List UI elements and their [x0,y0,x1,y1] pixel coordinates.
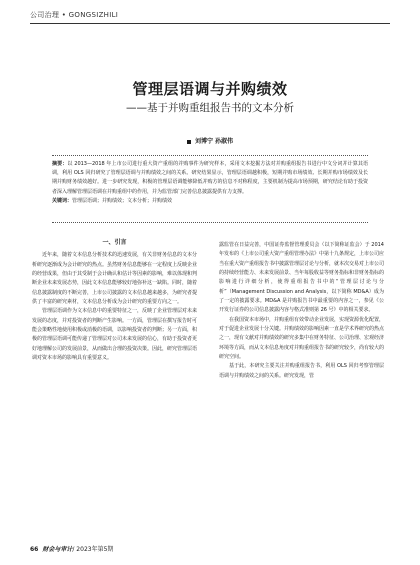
author-line [0,136,420,145]
abstract-label: 摘要： [52,161,68,167]
magazine-name: 财会与审计 [42,546,73,553]
body-paragraph: 露监管在日益完善，中国证券监督管理委员会（以下简称证监会）于 2014 年发布的《上市公司重大资产重组管理办法》中第十九条规定，上市公司应当在重大资产重组报告书中披露管理层讨论与分析，就本次交易对上市公司的持续经营能力、未来发展前景、当年每股收益等财务指标和非财务指标的影响进行详细分析，使得重组报告书中的“管理层讨论与分析”（Management Discussion and Analysis，以下简称 MD&A）成为了一定的披露要求。MD&A 是并购报告书中最重要的内容之一，参见《公开发行证券的公司信息披露内容与格式准则第 26 号》中的相关要求。 [219,242,385,314]
issue-info: / 2023年第5期 [72,546,114,553]
abstract [52,160,368,197]
body-paragraph: 管理层语调作为文本信息中的重要特征之一，反映了企业管理层对未来发展的态度，并对投资者的判断产生影响。一方面，管理层在撰写报告时可能会策略性地使用积极或消极的语调，以影响投资者的判断；另一方面，积极的管理层语调可能传递了管理层对公司未来发展的信心，有助于投资者更好地理解公司的发展前景，从而做出合理的投资决策。因此，研究管理层语调对资本市场的影响具有重要意义。 [32,308,198,362]
article-subtitle: ——基于并购重组报告书的文本分析 [126,102,294,114]
page-number: 66 [30,546,39,553]
running-header: 公司治理 • GONGSIZHILI [30,11,119,19]
body-column-left [32,238,197,363]
section-heading: 一、引言 [102,239,127,246]
page-footer [30,544,113,553]
body-paragraph: 基于此，本研究主要关注并购重组报告书，利用 OLS 回归考察管理层语调与并购绩效之间的关系。研究发现，管 [219,363,384,379]
keywords-label: 关键词： [52,197,73,204]
abstract-text: 以 2013—2018 年上市公司进行重大资产重组的并购事件为研究样本，采用文本挖掘方法对并购重组报告书进行中文分词并计算其语调，利用 OLS 回归研究了管理层语调与并购绩效之间的关系。研究结果显示，管理层语调越积极，短期并购市场绩效、长期并购市场绩效及长期并购财务绩效越好。进一步研究发现，积极的管理层语调能够降低并购方的信息不对称程度，主要机制为提高市场预期，研究结论有助于投资者深入理解管理层语调在并购重组中的作用，并为监管部门完善信息披露提供有力支撑。 [52,161,368,195]
header-divider [30,23,390,24]
authors: 刘博宁 孙淑伟 [194,138,234,145]
body-paragraph: 近年来，随着文本信息分析技术的迅速发展，有关非财务信息的文本分析研究逐渐成为会计研究的热点。虽然财务信息能够在一定程度上反映企业的经营成果，但由于其受制于会计确认和估计等因素的影响，难以体现和判断企业未来发展态势，因此文本信息能够较好地弥补这一缺陷。同时，随着信息披露制度的不断完善，上市公司披露的文本信息越来越多，为研究者提供了丰富的研究素材，文本信息分析成为会计研究的重要方向之一。 [32,252,198,306]
keywords [52,197,368,206]
square-bullet-icon [187,140,191,144]
article-title: 管理层语调与并购绩效 [132,80,288,98]
body-paragraph: 在我国资本市场中，并购重组有效带动企业发展，实现资源优化配置，对于促进企业发展十分关键。并购绩效的影响因素一直是学术界研究的热点之一，现有文献对并购绩效的研究多集中在财务特征、公司治理、宏观经济环境等方面，而从文本信息角度对并购重组报告书的研究较少，尚有较大的研究空间。 [219,316,385,361]
body-column-right [219,241,384,381]
keywords-text: 管理层语调；并购绩效；文本分析；并购绩效 [72,197,173,204]
abstract-box [52,155,368,223]
